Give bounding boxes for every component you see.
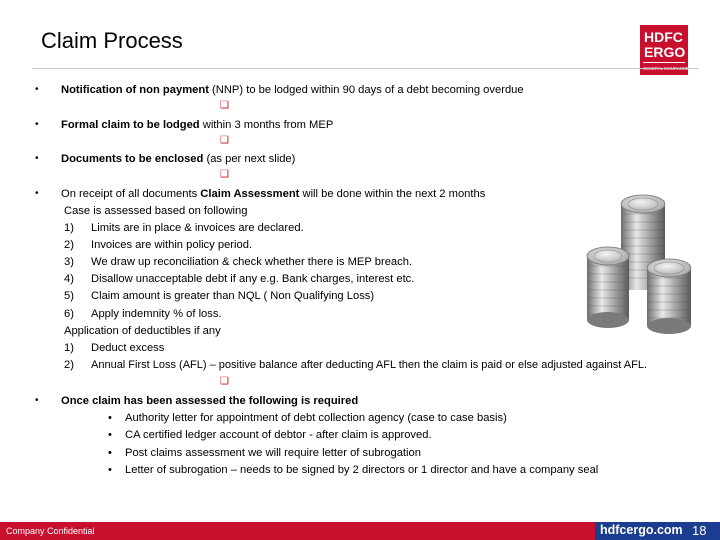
deductible-text: Deduct excess [91, 342, 165, 354]
bullet-icon: • [35, 395, 39, 406]
item-documents [61, 152, 295, 166]
item-notification-bold: Notification of non payment [61, 84, 213, 96]
assessed-text: Disallow unacceptable debt if any e.g. Bank charges, interest etc. [91, 273, 415, 285]
checkbox-icon: ❑ [220, 376, 229, 387]
assessed-num: 3) [64, 256, 74, 268]
assessed-heading: Case is assessed based on following [64, 205, 248, 217]
deductible-num: 1) [64, 342, 74, 354]
deductibles-heading: Application of deductibles if any [64, 325, 221, 337]
bullet-icon: • [35, 153, 39, 164]
footer-bar [0, 522, 720, 540]
item-documents-rest: (as per next slide) [206, 153, 296, 165]
sub-bullet-icon: • [108, 429, 112, 441]
assessed-num: 1) [64, 222, 74, 234]
slide-title: Claim Process [41, 28, 183, 53]
bullet-icon: • [35, 188, 39, 199]
deductible-text: Annual First Loss (AFL) – positive balance after deducting AFL then the claim is paid or else adjusted against AFL. [91, 359, 648, 371]
item-once-assessed: Once claim has been assessed the following is required [61, 395, 359, 407]
sub-bullet-icon: • [108, 412, 112, 424]
item-formal-claim [61, 118, 333, 132]
deductible-num: 2) [64, 359, 74, 371]
bullet-icon: • [35, 84, 39, 95]
coin-stack-right [647, 259, 691, 334]
logo-line2: ERGO [644, 44, 686, 60]
checkbox-icon: ❑ [220, 100, 229, 111]
item-notification [61, 83, 524, 97]
assessed-text: Limits are in place & invoices are declared. [91, 222, 304, 234]
assessed-text: We draw up reconciliation & check whether there is MEP breach. [91, 256, 413, 268]
footer-confidential: Company Confidential [6, 526, 95, 536]
footer-website: hdfcergo.com [600, 523, 683, 537]
item-formal-claim-rest: within 3 months from MEP [202, 119, 334, 131]
item-assessment [61, 187, 485, 201]
assessed-num: 2) [64, 239, 74, 251]
required-doc: Post claims assessment we will require letter of subrogation [125, 447, 421, 459]
item-documents-bold: Documents to be enclosed [61, 153, 207, 165]
item-assessment-pre: On receipt of all documents [61, 188, 201, 200]
title-divider [32, 68, 698, 69]
page-number: 18 [692, 523, 707, 538]
sub-bullet-icon: • [108, 447, 112, 459]
logo-line1: HDFC [644, 29, 683, 45]
item-formal-claim-bold: Formal claim to be lodged [61, 119, 203, 131]
assessed-text: Apply indemnity % of loss. [91, 308, 222, 320]
checkbox-icon: ❑ [220, 169, 229, 180]
assessed-text: Claim amount is greater than NQL ( Non Qualifying Loss) [91, 290, 375, 302]
required-doc: CA certified ledger account of debtor - after claim is approved. [125, 429, 432, 441]
sub-bullet-icon: • [108, 464, 112, 476]
coin-stacks-illustration [585, 190, 700, 345]
item-assessment-bold: Claim Assessment [200, 188, 300, 200]
coin-stack-left [587, 247, 629, 328]
required-doc: Letter of subrogation – needs to be signed by 2 directors or 1 director and have a company seal [125, 464, 599, 476]
item-assessment-rest: will be done within the next 2 months [299, 188, 486, 200]
bullet-icon: • [35, 119, 39, 130]
assessed-num: 4) [64, 273, 74, 285]
assessed-num: 6) [64, 308, 74, 320]
checkbox-icon: ❑ [220, 135, 229, 146]
item-notification-rest: (NNP) to be lodged within 90 days of a debt becoming overdue [212, 84, 524, 96]
assessed-num: 5) [64, 290, 74, 302]
assessed-text: Invoices are within policy period. [91, 239, 253, 251]
required-doc: Authority letter for appointment of debt collection agency (case to case basis) [125, 412, 507, 424]
